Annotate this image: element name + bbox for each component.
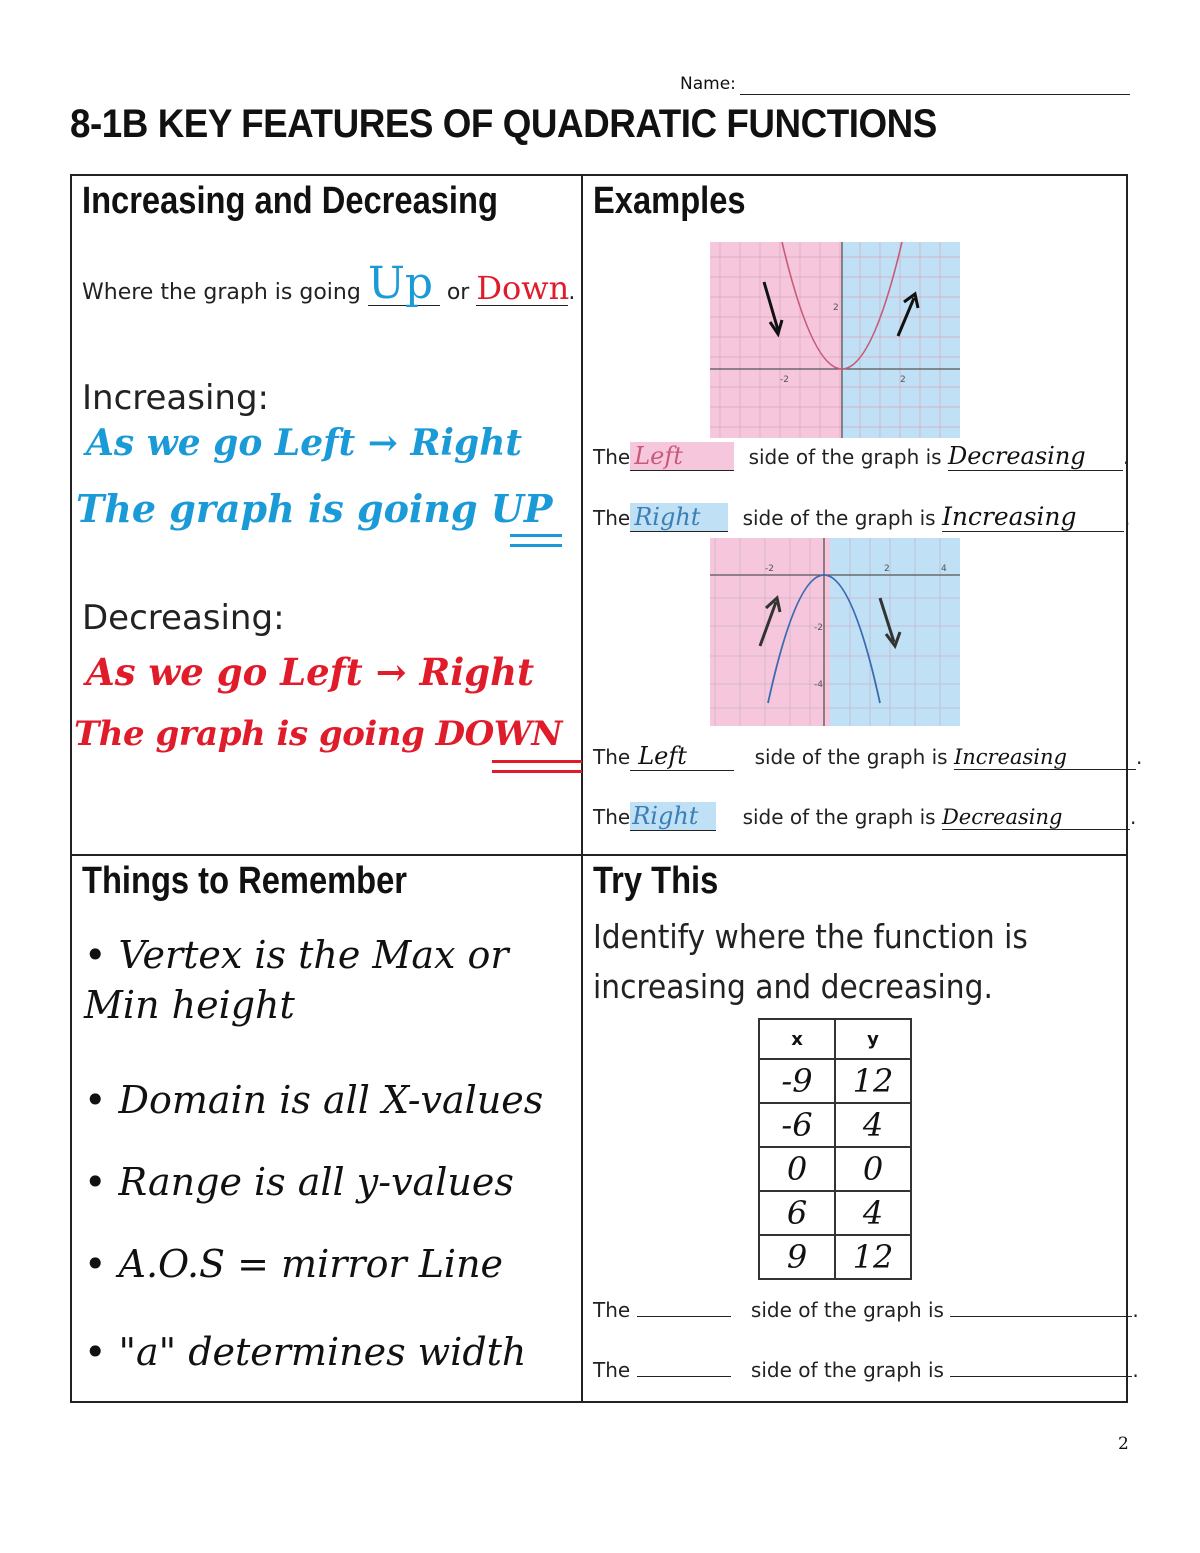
tick-label: -4 (814, 680, 823, 690)
increasing-line2: The graph is going UP (76, 486, 553, 531)
period: . (1122, 445, 1130, 469)
example-graph-upward (710, 242, 960, 438)
tick-label: -2 (814, 623, 823, 633)
the-word: The (593, 506, 631, 530)
underline-down-1 (492, 760, 582, 763)
row-divider (70, 854, 1128, 856)
remember-item-text: A.O.S = mirror Line (118, 1242, 504, 1286)
try-this-heading: Try This (593, 860, 719, 902)
tick-label: 2 (833, 303, 839, 313)
table-cell: 4 (835, 1103, 911, 1147)
side-blank[interactable] (637, 1316, 731, 1317)
example-graph-downward (710, 538, 960, 726)
table-header-y: y (835, 1019, 911, 1059)
page-number: 2 (1118, 1434, 1129, 1454)
table-cell: 0 (759, 1147, 835, 1191)
side-answer: Right (634, 503, 701, 531)
remember-item: • Range is all y-values (84, 1160, 514, 1204)
decreasing-label: Decreasing: (82, 598, 285, 638)
table-cell: 0 (835, 1147, 911, 1191)
side-answer: Right (632, 802, 699, 830)
answer-blank[interactable] (950, 1376, 1132, 1377)
the-word: The (593, 1298, 631, 1322)
table-cell: 6 (759, 1191, 835, 1235)
answer-text: Decreasing (947, 442, 1086, 470)
ex2-line-left (593, 742, 1142, 771)
period: . (1132, 1358, 1139, 1382)
table-cell: -9 (759, 1059, 835, 1103)
answer-text: Increasing (953, 745, 1067, 769)
tick-label: 2 (900, 375, 906, 385)
prompt-text: side of the graph is (750, 1298, 944, 1322)
period: . (1129, 805, 1137, 829)
prompt-text: side of the graph is (748, 445, 942, 469)
definition-prefix: Where the graph is going (82, 280, 361, 305)
tick-label: -2 (765, 564, 774, 574)
table-header-row (759, 1019, 911, 1059)
underline-up-1 (510, 534, 562, 537)
table-cell: -6 (759, 1103, 835, 1147)
examples-heading: Examples (593, 180, 746, 222)
table-row (759, 1059, 911, 1103)
name-field[interactable] (740, 94, 1130, 95)
worksheet-frame (70, 174, 1131, 1403)
definition-or: or (446, 280, 470, 305)
try-line-1 (593, 1298, 1139, 1322)
prompt-text: side of the graph is (750, 1358, 944, 1382)
table-cell: 9 (759, 1235, 835, 1279)
remember-item-text: "a" determines width (118, 1330, 527, 1374)
side-blank[interactable] (637, 1376, 731, 1377)
answer-blank[interactable] (950, 1316, 1132, 1317)
table-cell: 12 (835, 1059, 911, 1103)
side-answer: Left (638, 742, 687, 770)
remember-item: • A.O.S = mirror Line (84, 1242, 504, 1286)
try-this-prompt: Identify where the function is increasing and decreasing. (593, 917, 1028, 1006)
ex1-line-left (593, 442, 1129, 471)
definition-line (82, 258, 576, 309)
remember-item: • Vertex is the Max or Min height (84, 933, 509, 1027)
prompt-text: side of the graph is (754, 745, 948, 769)
answer-up: Up (367, 258, 434, 309)
xy-table (758, 1018, 912, 1280)
try-line-2 (593, 1358, 1139, 1382)
underline-down-2 (492, 770, 582, 773)
answer-text: Increasing (941, 502, 1077, 531)
table-row (759, 1191, 911, 1235)
remember-heading: Things to Remember (82, 860, 408, 902)
table-row (759, 1103, 911, 1147)
answer-text: Decreasing (941, 805, 1063, 829)
column-divider (581, 174, 583, 1403)
period: . (1123, 506, 1131, 530)
ex2-line-right (593, 802, 1136, 831)
remember-item-text: Vertex is the Max or Min height (84, 933, 509, 1027)
side-answer: Left (634, 442, 683, 470)
period: . (1132, 1298, 1139, 1322)
increasing-label: Increasing: (82, 378, 269, 418)
left-highlight (710, 242, 842, 438)
prompt-text: side of the graph is (742, 506, 936, 530)
remember-item: • Domain is all X-values (84, 1078, 544, 1122)
remember-item-text: Domain is all X-values (118, 1078, 544, 1122)
increasing-line1: As we go Left → Right (86, 422, 523, 464)
remember-item: • "a" determines width (84, 1330, 527, 1374)
table-cell: 4 (835, 1191, 911, 1235)
table-header-x: x (759, 1019, 835, 1059)
the-word: The (593, 745, 631, 769)
ex1-line-right (593, 502, 1130, 532)
tick-label: 4 (941, 564, 947, 574)
decreasing-line1: As we go Left → Right (86, 650, 535, 694)
inc-dec-heading: Increasing and Decreasing (82, 180, 498, 222)
name-label: Name: (680, 74, 736, 94)
the-word: The (593, 805, 631, 829)
period: . (1135, 745, 1143, 769)
table-row (759, 1235, 911, 1279)
page-title: 8-1B KEY FEATURES OF QUADRATIC FUNCTIONS (70, 102, 937, 146)
answer-down: Down (476, 269, 570, 307)
prompt-text: side of the graph is (742, 805, 936, 829)
definition-period: . (568, 280, 576, 305)
the-word: The (593, 1358, 631, 1382)
decreasing-line2: The graph is going DOWN (74, 714, 562, 754)
underline-up-2 (510, 544, 562, 547)
table-row (759, 1147, 911, 1191)
the-word: The (593, 445, 631, 469)
remember-item-text: Range is all y-values (118, 1160, 514, 1204)
tick-label: 2 (884, 564, 890, 574)
tick-label: -2 (780, 375, 789, 385)
table-cell: 12 (835, 1235, 911, 1279)
